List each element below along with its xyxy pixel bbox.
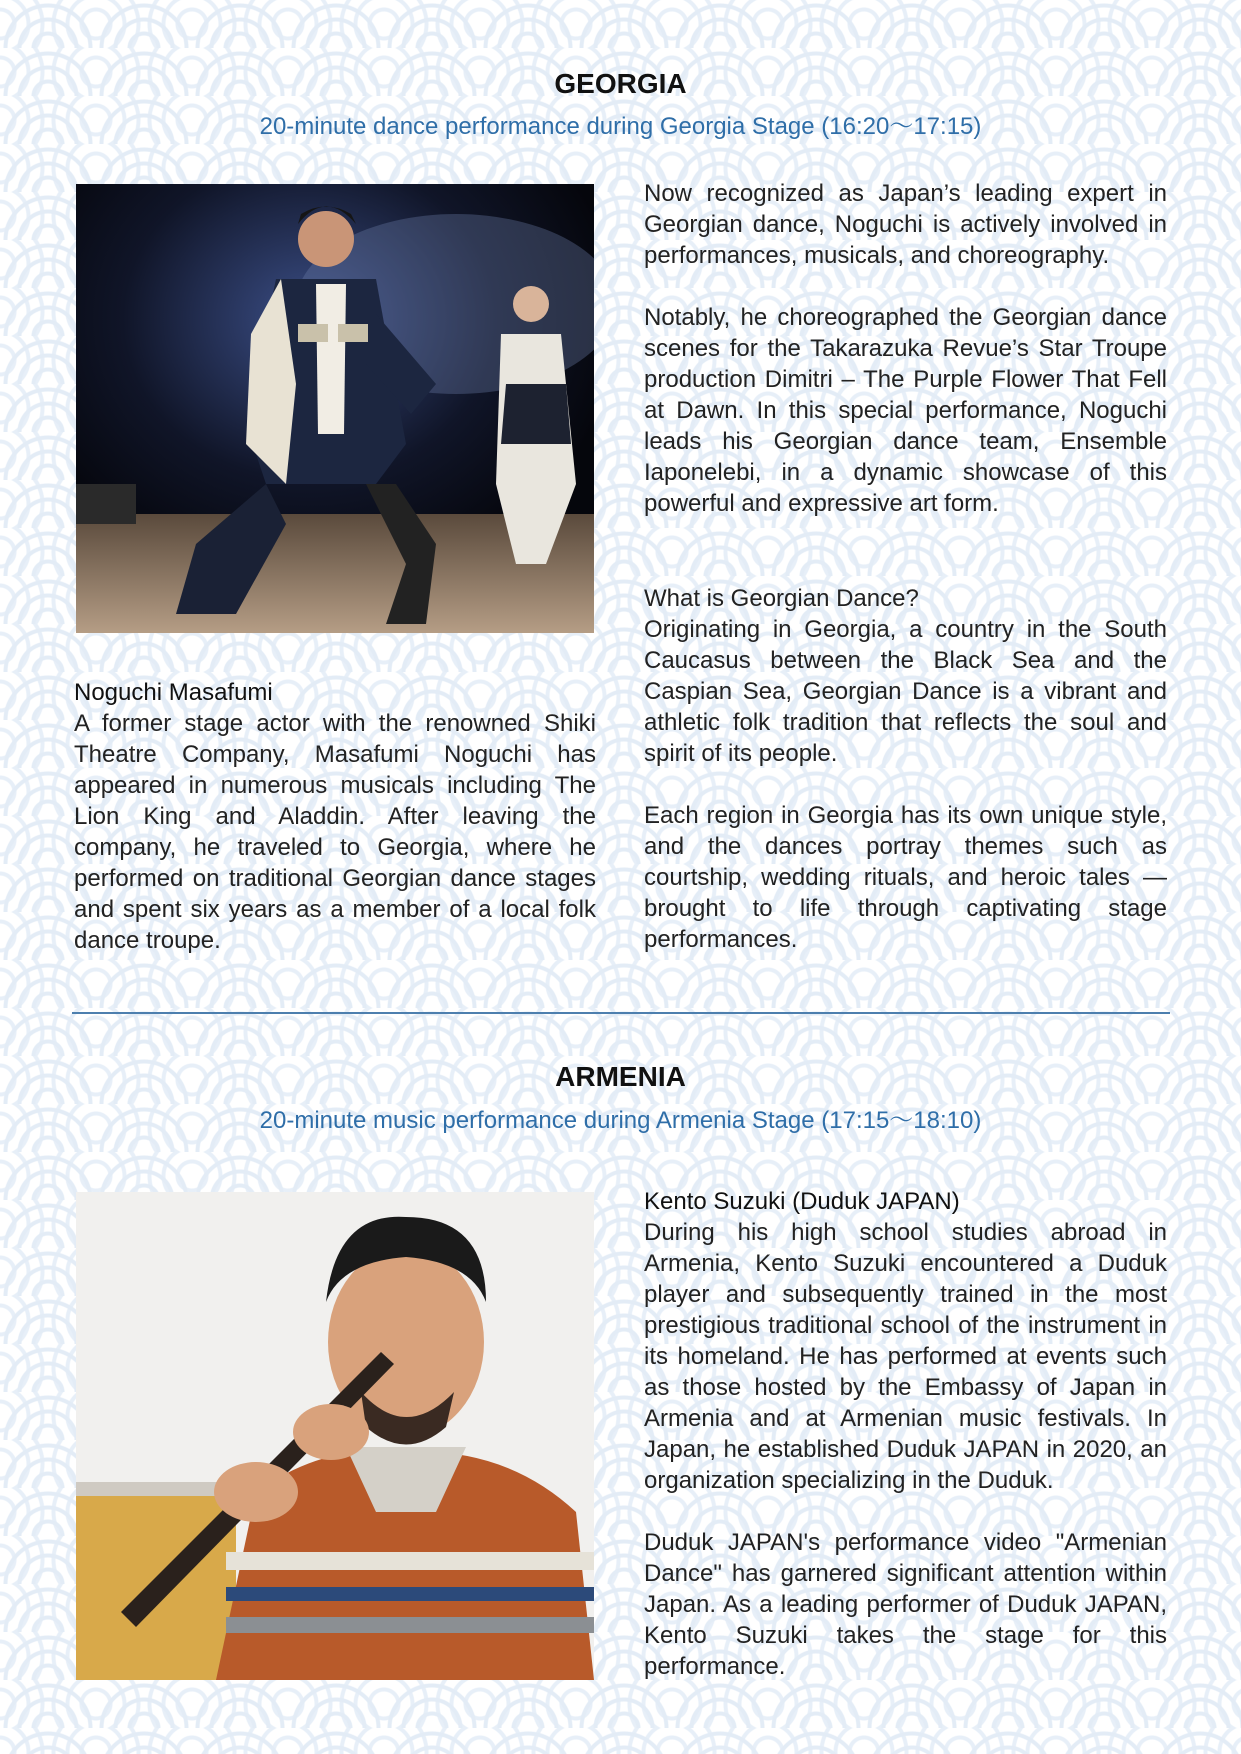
armenia-paragraph: During his high school studies abroad in Armenia, Kento Suzuki encountered a Duduk player and subsequently trained in the most prestigious traditional school of the instrument in its homeland. He has performed at events such as those hosted by the Embassy of Japan in Armenia and at Armenian music festivals. In Japan, he established Duduk JAPAN in 2020, an organization specializing in the Duduk. bbox=[644, 1219, 1167, 1494]
duduk-player-photo bbox=[76, 1192, 594, 1680]
armenia-title: ARMENIA bbox=[555, 1061, 686, 1092]
armenia-performer-bio bbox=[644, 1186, 1167, 1682]
section-divider bbox=[72, 1012, 1170, 1014]
armenia-subtitle: 20-minute music performance during Armenia Stage (17:15〜18:10) bbox=[259, 1107, 982, 1134]
georgia-subtitle: 20-minute dance performance during Georgia Stage (16:20〜17:15) bbox=[259, 113, 982, 140]
faq-question: What is Georgian Dance? bbox=[644, 585, 919, 612]
georgia-description bbox=[644, 178, 1167, 519]
georgia-performer-bio bbox=[74, 677, 596, 956]
armenia-paragraph: Duduk JAPAN's performance video "Armenian Dance" has garnered significant attention within Japan. As a leading performer of Duduk JAPAN, Kento Suzuki takes the stage for this performance. bbox=[644, 1529, 1167, 1680]
georgia-paragraph: Notably, he choreographed the Georgian dance scenes for the Takarazuka Revue’s Star Troupe production Dimitri – The Purple Flower That Fell at Dawn. In this special performance, Noguchi leads his Georgian dance team, Ensemble Iaponelebi, in a dynamic showcase of this powerful and expressive art form. bbox=[644, 304, 1167, 517]
georgia-paragraph: Now recognized as Japan’s leading expert in Georgian dance, Noguchi is actively involved in performances, musicals, and choreography. bbox=[644, 180, 1167, 269]
georgian-dancer-photo bbox=[76, 184, 594, 633]
georgian-dance-faq bbox=[644, 583, 1167, 955]
performer-name: Kento Suzuki (Duduk JAPAN) bbox=[644, 1188, 960, 1215]
faq-answer-paragraph: Originating in Georgia, a country in the South Caucasus between the Black Sea and the Caspian Sea, Georgian Dance is a vibrant and athletic folk tradition that reflects the soul and spirit of its people. bbox=[644, 616, 1167, 767]
georgia-title: GEORGIA bbox=[554, 68, 687, 99]
faq-answer-paragraph: Each region in Georgia has its own unique style, and the dances portray themes such as courtship, wedding rituals, and heroic tales — brought to life through captivating stage performances. bbox=[644, 802, 1167, 953]
performer-name: Noguchi Masafumi bbox=[74, 679, 273, 706]
performer-bio-text: A former stage actor with the renowned Shiki Theatre Company, Masafumi Noguchi has appeared in numerous musicals including The Lion King and Aladdin. After leaving the company, he traveled to Georgia, where he performed on traditional Georgian dance stages and spent six years as a member of a local folk dance troupe. bbox=[74, 710, 596, 954]
